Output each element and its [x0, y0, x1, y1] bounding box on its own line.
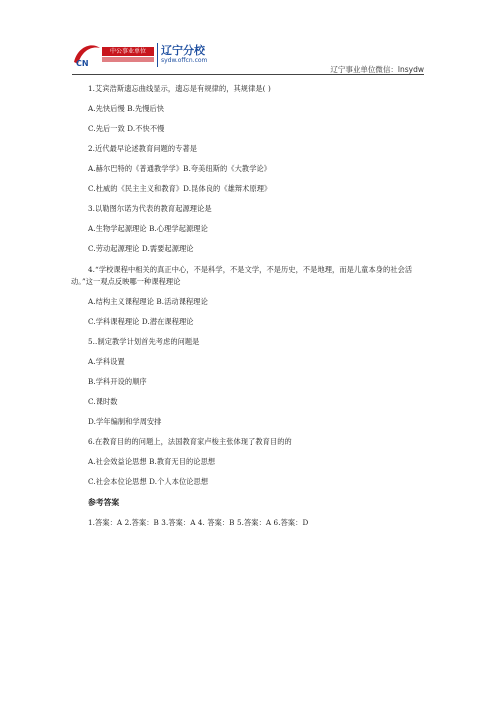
question-line: A.先快后慢 B.先慢后快	[88, 104, 165, 113]
question-line: C.课时数	[88, 397, 118, 406]
answers-heading: 参考答案	[88, 498, 120, 507]
question-line: A.社会效益论思想 B.教育无目的论思想	[88, 457, 216, 466]
question-line: C.杜威的《民主主义和教育》D.昆体良的《雄辩术原理》	[88, 184, 272, 193]
question-line: B.学科开设的顺序	[88, 377, 147, 386]
wechat-id: 辽宁事业单位微信：lnsydw	[330, 65, 424, 74]
answers-line: 1.答案：A 2.答案：B 3.答案：A 4. 答案：B 5.答案：A 6.答案：D	[88, 518, 309, 527]
header-rule	[72, 74, 424, 75]
question-line: C.学科课程理论 D.潜在课程理论	[88, 317, 194, 326]
question-line: 6.在教育目的的问题上，法国教育家卢梭主张体现了教育目的的	[88, 437, 292, 446]
question-list	[71, 84, 420, 538]
logo-subbar	[102, 57, 154, 62]
question-line: D.学年编制和学周安排	[88, 417, 162, 426]
question-line: C.社会本位论思想 D.个人本位论思想	[88, 477, 209, 486]
question-line: C.先后一致 D.不快不慢	[88, 124, 165, 133]
question-line: A.生物学起源理论 B.心理学起源理论	[88, 224, 208, 233]
question-line: 2.近代最早论述教育问题的专著是	[88, 144, 198, 153]
question-line: 3.以勒图尔诺为代表的教育起源理论是	[88, 204, 212, 213]
question-line: A.赫尔巴特的《普通教学学》B.夸美纽斯的《大教学论》	[88, 164, 272, 173]
logo-title: 辽宁分校	[161, 44, 205, 57]
logo-divider	[157, 43, 158, 67]
question-line: A.结构主义课程理论 B.活动课程理论	[88, 297, 208, 306]
question-line: 1.艾宾浩斯遗忘曲线显示，遗忘是有规律的，其规律是( )	[88, 84, 271, 93]
question-line: 5..制定教学计划首先考虑的问题是	[88, 337, 200, 346]
offcn-logo	[72, 40, 212, 70]
page-header	[72, 40, 424, 76]
logo-top-text: 中公事业单位	[102, 47, 154, 56]
question-line: C.劳动起源理论 D.需要起源理论	[88, 244, 194, 253]
logo-url: sydw.offcn.com	[161, 57, 208, 64]
svg-text:CN: CN	[76, 59, 89, 68]
question-line: A.学科设置	[88, 357, 125, 366]
logo-mark-icon	[72, 42, 102, 68]
question-line: 4.“学校课程中相关的真正中心，不是科学，不是文学，不是历史，不是地理，而是儿童本身的社会活动。”这一观点反映哪一种课程理论	[71, 265, 413, 286]
